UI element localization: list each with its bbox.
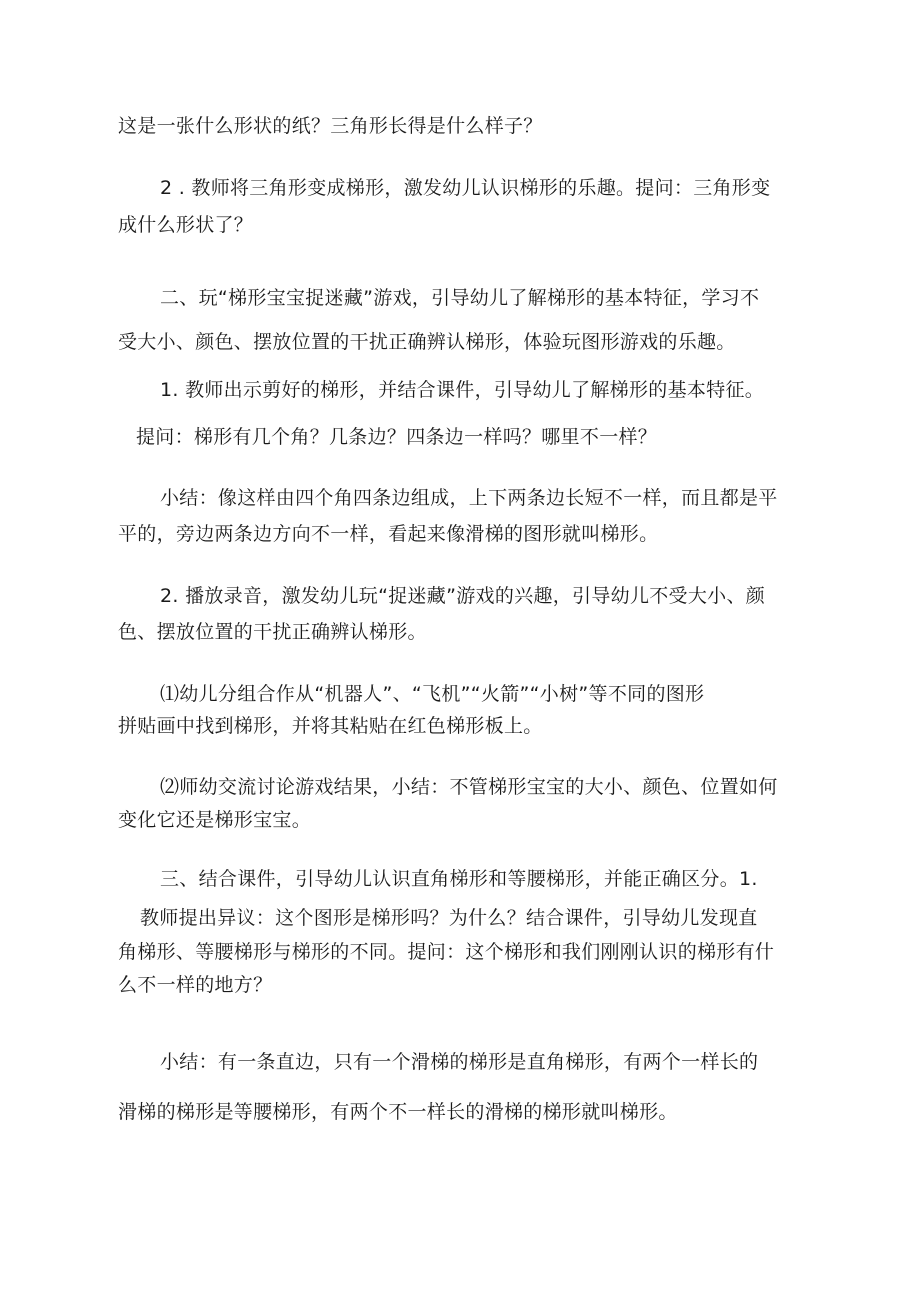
text-line: 教师提出异议：这个图形是梯形吗？为什么？结合课件，引导幼儿发现直 [140,907,758,929]
text-line: 2. 播放录音，激发幼儿玩“捉迷藏”游戏的兴趣，引导幼儿不受大小、颜 [160,585,766,607]
text-line: 1. 教师出示剪好的梯形，并结合课件，引导幼儿了解梯形的基本特征。 [160,379,765,401]
text-line: 提问：梯形有几个角？几条边？四条边一样吗？哪里不一样？ [136,426,658,448]
text-line: 这是一张什么形状的纸？三角形长得是什么样子？ [118,115,543,137]
text-line: 小结：有一条直边，只有一个滑梯的梯形是直角梯形，有两个一样长的 [160,1051,759,1073]
text-line: ⑴幼儿分组合作从“机器人”、“飞机”“火箭”“小树”等不同的图形 [160,683,705,705]
text-line: ⑵师幼交流讨论游戏结果，小结：不管梯形宝宝的大小、颜色、位置如何 [160,776,778,798]
text-line: 成什么形状了？ [118,214,254,236]
text-line: 2 . 教师将三角形变成梯形，激发幼儿认识梯形的乐趣。提问：三角形变 [160,177,771,199]
text-line: 拼贴画中找到梯形，并将其粘贴在红色梯形板上。 [118,715,543,737]
text-line: 么不一样的地方？ [118,974,273,996]
text-line: 色、摆放位置的干扰正确辨认梯形。 [118,621,427,643]
text-line: 三、结合课件，引导幼儿认识直角梯形和等腰梯形，并能正确区分。1. [160,868,758,890]
text-line: 受大小、颜色、摆放位置的干扰正确辨认梯形，体验玩图形游戏的乐趣。 [118,331,736,353]
text-line: 滑梯的梯形是等腰梯形，有两个不一样长的滑梯的梯形就叫梯形。 [118,1101,678,1123]
text-line: 二、玩“梯形宝宝捉迷藏”游戏，引导幼儿了解梯形的基本特征，学习不 [160,287,760,309]
text-line: 小结：像这样由四个角四条边组成，上下两条边长短不一样，而且都是平 [160,487,778,509]
text-line: 变化它还是梯形宝宝。 [118,809,312,831]
text-line: 角梯形、等腰梯形与梯形的不同。提问：这个梯形和我们刚刚认识的梯形有什 [118,941,775,963]
text-line: 平的，旁边两条边方向不一样，看起来像滑梯的图形就叫梯形。 [118,523,659,545]
